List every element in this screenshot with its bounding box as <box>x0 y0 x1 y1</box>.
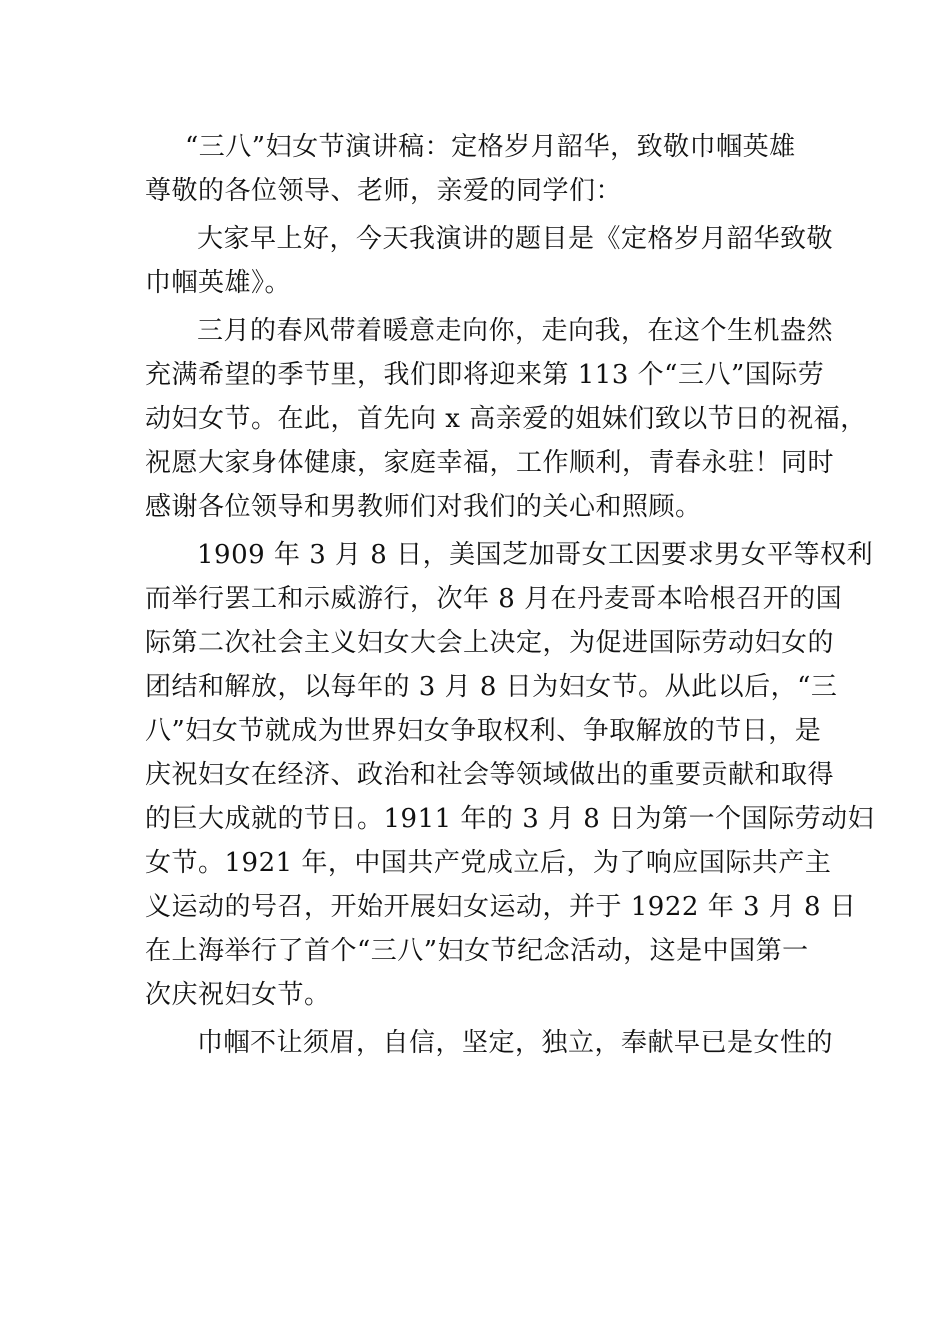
paragraph-history <box>145 533 875 1017</box>
text-line: 的巨大成就的节日。1911 年的 3 月 8 日为第一个国际劳动妇 <box>145 804 875 834</box>
text-line: 动妇女节。在此，首先向 x 高亲爱的姐妹们致以节日的祝福， <box>145 404 867 434</box>
salutation: 尊敬的各位领导、老师，亲爱的同学们： <box>145 176 623 206</box>
text-line: 1909 年 3 月 8 日，美国芝加哥女工因要求男女平等权利 <box>197 540 874 570</box>
text-line: 八”妇女节就成为世界妇女争取权利、争取解放的节日，是 <box>145 716 822 746</box>
text-line: 充满希望的季节里，我们即将迎来第 113 个“三八”国际劳 <box>145 360 825 390</box>
text-line: 团结和解放，以每年的 3 月 8 日为妇女节。从此以后，“三 <box>145 672 838 702</box>
text-line: 庆祝妇女在经济、政治和社会等领域做出的重要贡献和取得 <box>145 760 835 790</box>
text-line: 在上海举行了首个“三八”妇女节纪念活动，这是中国第一 <box>145 936 809 966</box>
text-line: 祝愿大家身体健康，家庭幸福，工作顺利，青春永驻！同时 <box>145 448 835 478</box>
document-body <box>145 125 875 1065</box>
text-line: 义运动的号召，开始开展妇女运动，并于 1922 年 3 月 8 日 <box>145 892 857 922</box>
text-line: 巾帼英雄》。 <box>145 268 292 298</box>
text-line: 三月的春风带着暖意走向你，走向我，在这个生机盎然 <box>197 316 834 346</box>
document-title: “三八”妇女节演讲稿：定格岁月韶华，致敬巾帼英雄 <box>185 132 796 162</box>
text-line: 而举行罢工和示威游行，次年 8 月在丹麦哥本哈根召开的国 <box>145 584 843 614</box>
paragraph-intro <box>145 217 834 305</box>
text-line: 大家早上好，今天我演讲的题目是《定格岁月韶华致敬 <box>197 224 834 254</box>
paragraph-greeting <box>145 309 867 529</box>
text-line: 际第二次社会主义妇女大会上决定，为促进国际劳动妇女的 <box>145 628 835 658</box>
paragraph-closing <box>145 1021 834 1065</box>
text-line: 次庆祝妇女节。 <box>145 980 331 1010</box>
text-line: 巾帼不让须眉，自信，坚定，独立，奉献早已是女性的 <box>197 1028 834 1058</box>
text-line: 女节。1921 年，中国共产党成立后，为了响应国际共产主 <box>145 848 832 878</box>
text-line: 感谢各位领导和男教师们对我们的关心和照顾。 <box>145 492 702 522</box>
